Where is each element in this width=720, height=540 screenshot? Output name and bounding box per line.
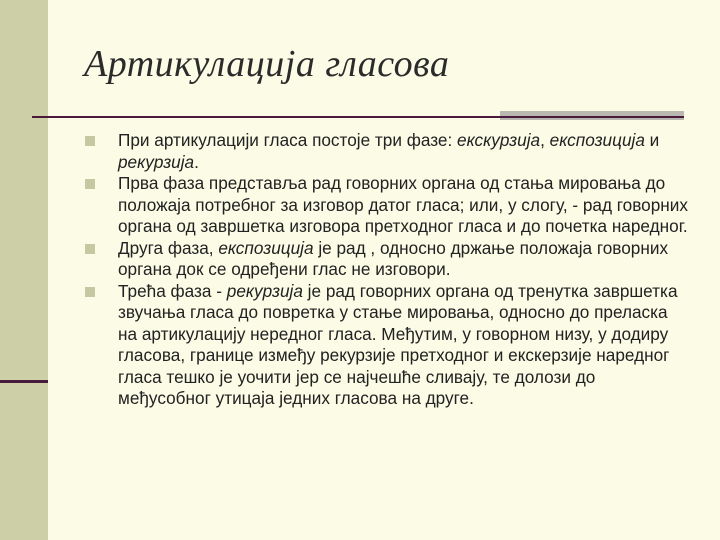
bullet-text: Трећа фаза - bbox=[118, 280, 227, 301]
bullet-text: Друга фаза, bbox=[118, 237, 219, 258]
bullet-text: , bbox=[540, 130, 550, 150]
bullet-list bbox=[84, 130, 688, 410]
term-recursion: рекурзија bbox=[118, 151, 195, 172]
bullet-text: При артикулацији гласа постоје три фазе: bbox=[118, 130, 458, 150]
square-bullet-icon bbox=[85, 179, 95, 189]
bullet-item-first-phase bbox=[84, 173, 688, 238]
title-rule-line bbox=[32, 116, 684, 118]
bullet-text: . bbox=[194, 151, 199, 172]
term-exposition: експозиција bbox=[218, 237, 314, 258]
square-bullet-icon bbox=[85, 136, 95, 146]
square-bullet-icon bbox=[85, 287, 95, 297]
bullet-text: је рад говорних органа од тренутка завршетка звучања гласа до повретка у стање мировања, односно до преласка на артикулацију нередног гласа. Међутим, у говорном низу, у додиру гласова, границе између рекурзије претходног и екскерзије наредног гласа тешко је уочити јер се најчешће сливају, те долози до међусобног утицаја једних гласова на друге. bbox=[118, 280, 678, 408]
bullet-text: Прва фаза представља рад говорних органа од стања мировања до положаја потребног за изговор датог гласа; или, у слогу, - рад говорних органа од завршетка изговора претходног гласа и до почетка наредног. bbox=[118, 173, 688, 236]
term-exposition: експозиција bbox=[549, 130, 645, 150]
slide-title: Артикулација гласова bbox=[84, 43, 450, 85]
bullet-item-phases bbox=[84, 130, 688, 173]
bullet-text: је рад , односно држање положаја говорних органа док се одређени глас не изговори. bbox=[118, 237, 669, 279]
bullet-item-second-phase bbox=[84, 238, 688, 281]
term-excursion: екскурзија bbox=[457, 130, 541, 150]
bullet-item-third-phase bbox=[84, 281, 688, 410]
bullet-text: и bbox=[644, 130, 660, 150]
term-recursion: рекурзија bbox=[226, 280, 303, 301]
left-decorative-band bbox=[0, 0, 48, 540]
left-band-accent-line bbox=[0, 380, 48, 383]
square-bullet-icon bbox=[85, 244, 95, 254]
